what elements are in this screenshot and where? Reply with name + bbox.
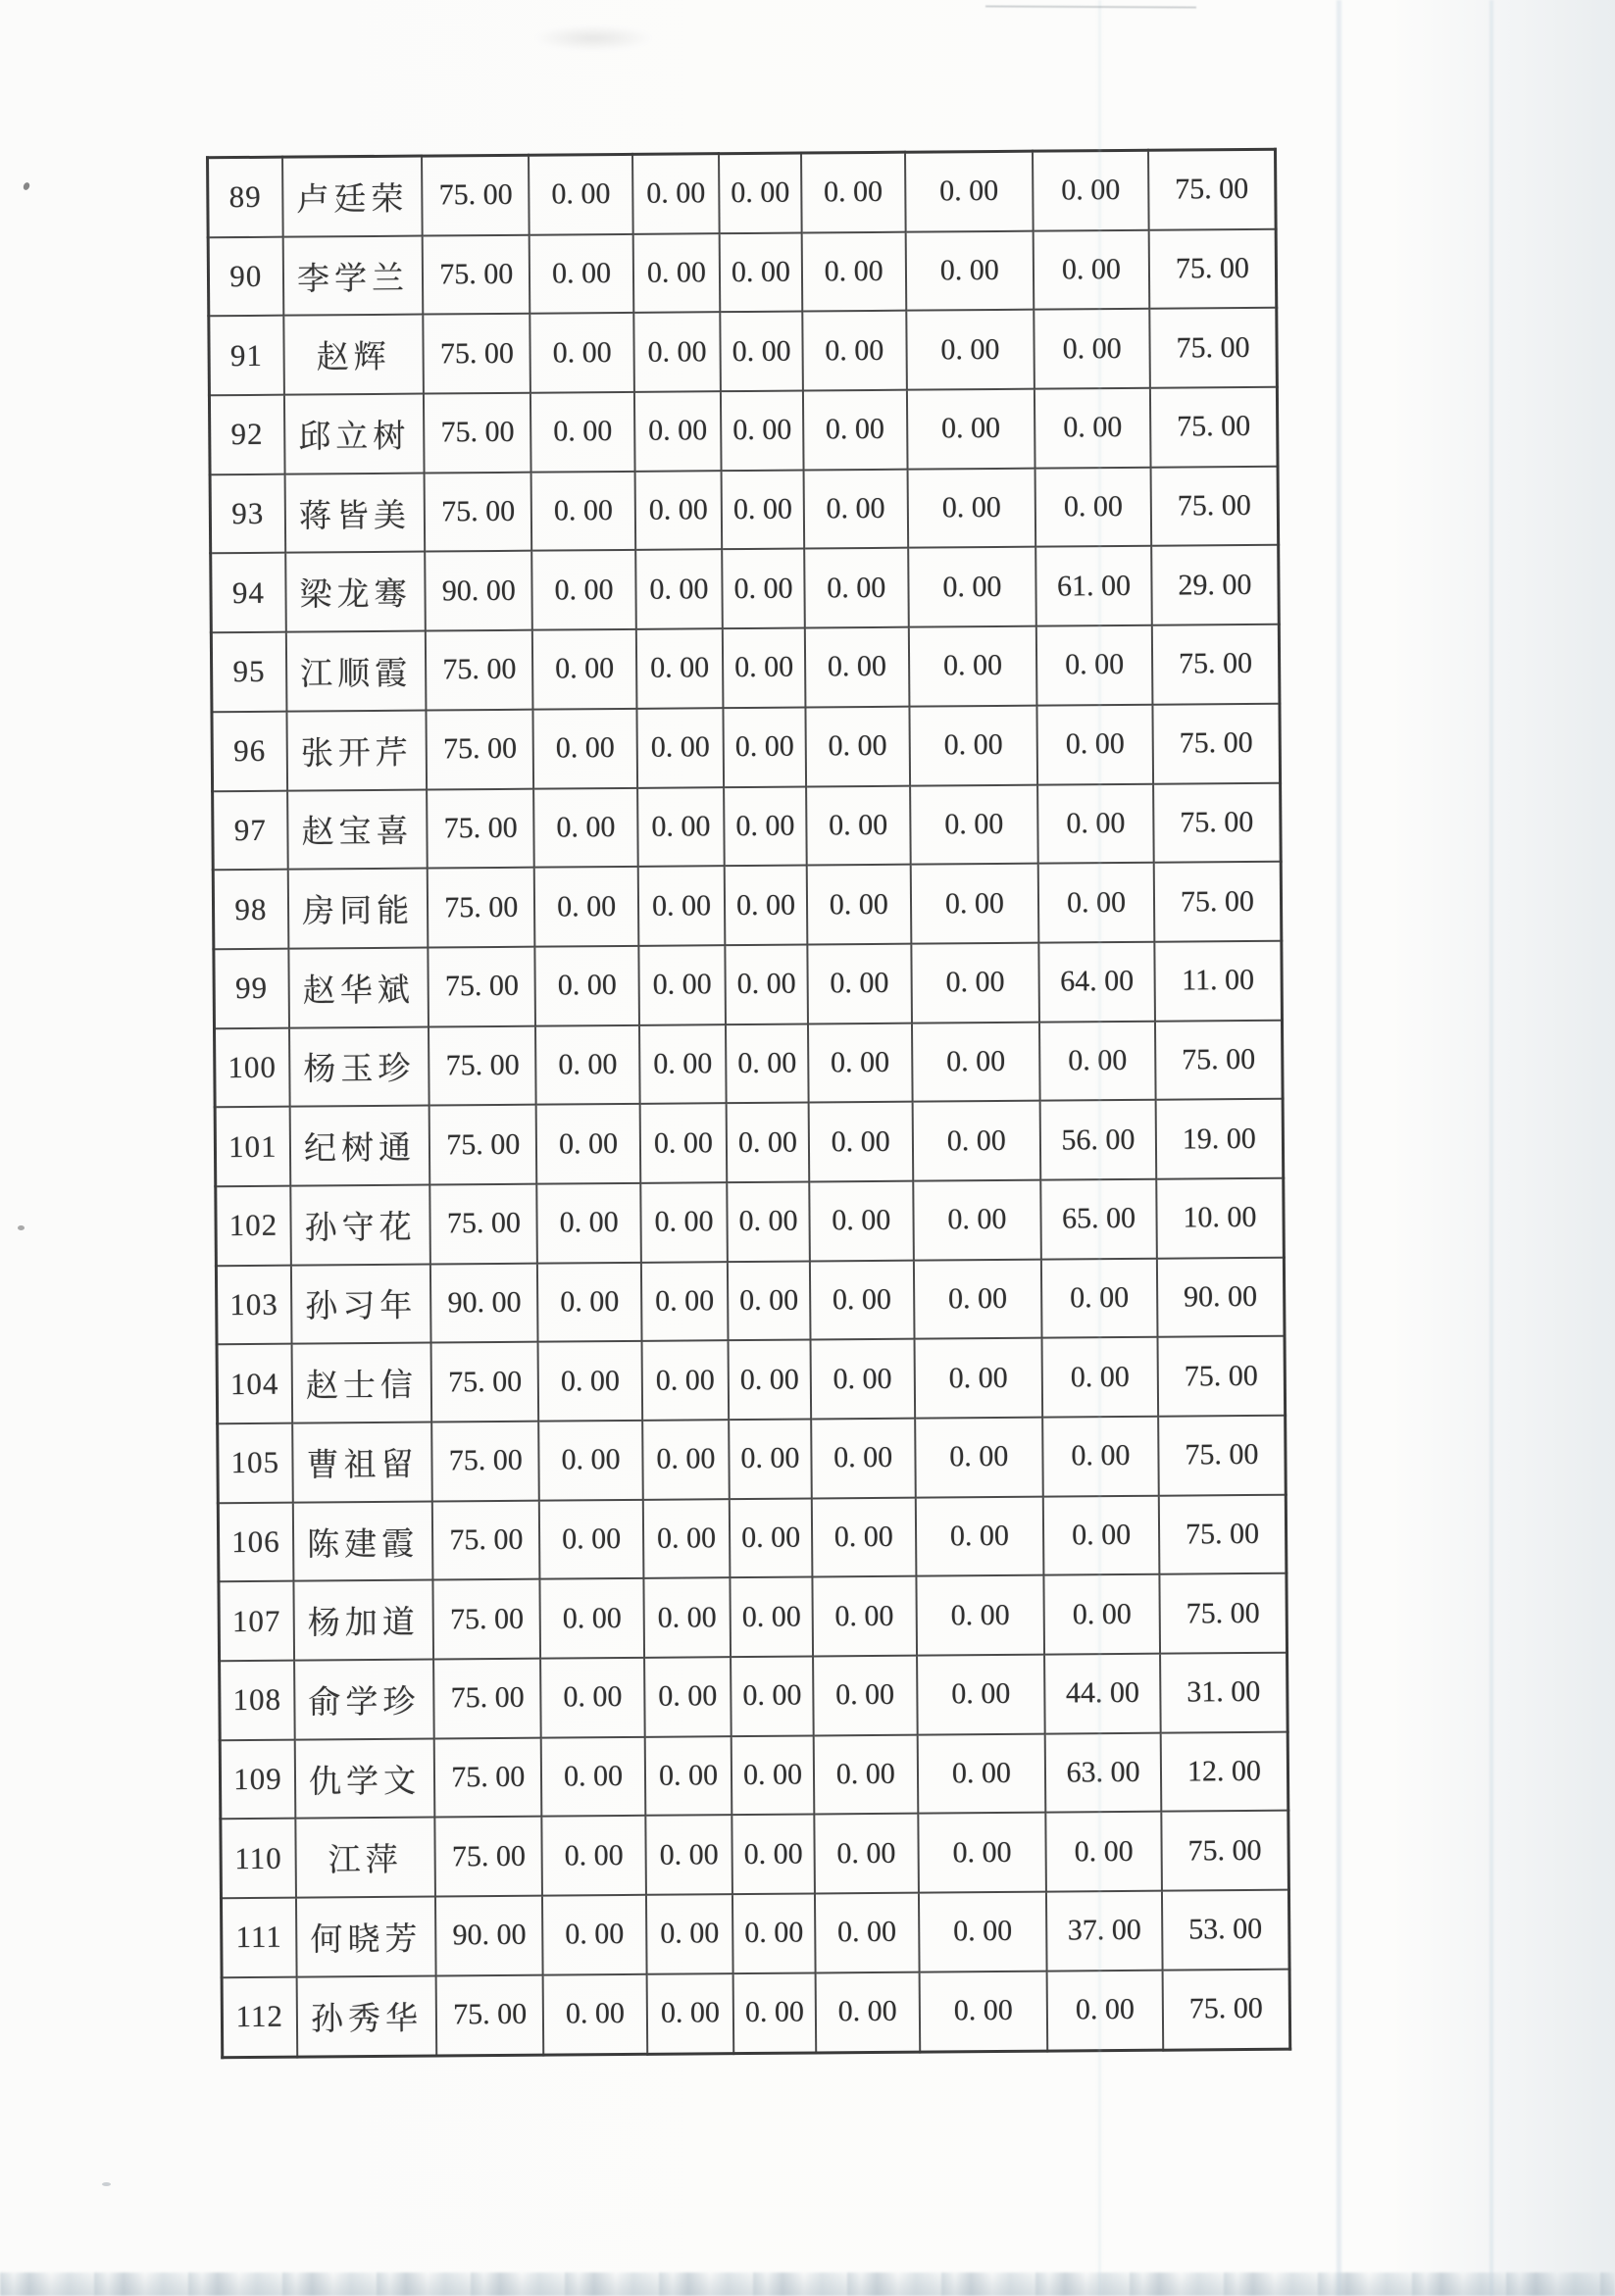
row-number-cell: 104 bbox=[217, 1344, 292, 1423]
amount-cell: 0. 00 bbox=[634, 391, 722, 471]
row-number-cell: 112 bbox=[222, 1976, 297, 2057]
amount-cell: 0. 00 bbox=[907, 468, 1035, 548]
table-row bbox=[208, 228, 1277, 316]
table-row bbox=[222, 1969, 1290, 2057]
amount-cell: 0. 00 bbox=[540, 1658, 644, 1738]
amount-cell: 0. 00 bbox=[805, 627, 909, 708]
table-row bbox=[209, 387, 1278, 474]
amount-cell: 0. 00 bbox=[637, 787, 725, 867]
table-row bbox=[213, 782, 1282, 870]
amount-cell: 56. 00 bbox=[1040, 1100, 1156, 1180]
table-row bbox=[219, 1573, 1287, 1661]
amount-cell: 75. 00 bbox=[1159, 1494, 1287, 1574]
row-number-cell: 90 bbox=[208, 236, 283, 316]
amount-cell: 0. 00 bbox=[533, 787, 637, 868]
person-name-cell: 曹祖留 bbox=[292, 1423, 432, 1503]
amount-cell: 0. 00 bbox=[732, 1735, 814, 1815]
amount-cell: 75. 00 bbox=[426, 630, 533, 711]
amount-cell: 0. 00 bbox=[642, 1420, 730, 1499]
amount-cell: 0. 00 bbox=[1042, 1417, 1158, 1497]
amount-cell: 0. 00 bbox=[813, 1656, 917, 1736]
amount-cell: 0. 00 bbox=[641, 1262, 729, 1341]
person-name-cell: 房同能 bbox=[287, 869, 428, 949]
amount-cell: 0. 00 bbox=[815, 1893, 919, 1973]
amount-cell: 75. 00 bbox=[435, 1817, 543, 1897]
amount-cell: 75. 00 bbox=[1148, 228, 1276, 309]
amount-cell: 0. 00 bbox=[1043, 1495, 1159, 1575]
amount-cell: 0. 00 bbox=[645, 1736, 732, 1816]
person-name-cell: 赵华斌 bbox=[288, 947, 429, 1027]
amount-cell: 75. 00 bbox=[431, 1342, 539, 1423]
amount-cell: 0. 00 bbox=[1034, 229, 1149, 310]
scan-streak-artifact bbox=[1098, 0, 1101, 2296]
table-row bbox=[215, 1020, 1284, 1107]
amount-cell: 0. 00 bbox=[535, 1024, 639, 1105]
person-name-cell: 卢廷荣 bbox=[282, 156, 423, 236]
amount-cell: 0. 00 bbox=[1042, 1337, 1158, 1418]
amount-cell: 0. 00 bbox=[645, 1816, 732, 1895]
amount-cell: 0. 00 bbox=[638, 866, 726, 945]
amount-cell: 0. 00 bbox=[636, 628, 724, 708]
amount-cell: 0. 00 bbox=[919, 1971, 1047, 2051]
person-name-cell: 杨玉珍 bbox=[289, 1026, 429, 1107]
amount-cell: 75. 00 bbox=[424, 393, 531, 474]
amount-cell: 0. 00 bbox=[719, 153, 801, 233]
person-name-cell: 杨加道 bbox=[293, 1580, 433, 1661]
person-name-cell: 赵辉 bbox=[283, 315, 424, 395]
amount-cell: 0. 00 bbox=[532, 629, 636, 710]
amount-cell: 0. 00 bbox=[1039, 1021, 1155, 1101]
amount-cell: 75. 00 bbox=[1161, 1811, 1288, 1891]
person-name-cell: 赵士信 bbox=[291, 1343, 431, 1423]
row-number-cell: 92 bbox=[209, 395, 284, 474]
row-number-cell: 111 bbox=[221, 1898, 296, 1977]
amount-cell: 44. 00 bbox=[1044, 1654, 1160, 1734]
amount-cell: 0. 00 bbox=[809, 1102, 913, 1182]
amount-cell: 75. 00 bbox=[1150, 466, 1278, 546]
table-row bbox=[215, 1099, 1284, 1186]
amount-cell: 75. 00 bbox=[433, 1579, 541, 1660]
amount-cell: 0. 00 bbox=[804, 548, 908, 628]
amount-cell: 0. 00 bbox=[814, 1734, 918, 1815]
row-number-cell: 96 bbox=[212, 711, 287, 790]
amount-cell: 0. 00 bbox=[632, 154, 720, 234]
amount-cell: 0. 00 bbox=[536, 1104, 640, 1184]
amount-cell: 0. 00 bbox=[531, 550, 635, 630]
amount-cell: 0. 00 bbox=[812, 1497, 916, 1577]
person-name-cell: 孙秀华 bbox=[296, 1975, 436, 2056]
person-name-cell: 江顺霞 bbox=[286, 631, 427, 712]
amount-cell: 0. 00 bbox=[1035, 388, 1150, 469]
amount-cell: 65. 00 bbox=[1040, 1179, 1156, 1260]
amount-cell: 0. 00 bbox=[905, 151, 1034, 231]
amount-cell: 0. 00 bbox=[640, 1182, 728, 1262]
amount-cell: 0. 00 bbox=[720, 312, 802, 391]
amount-cell: 0. 00 bbox=[1037, 705, 1153, 785]
amount-cell: 12. 00 bbox=[1161, 1731, 1288, 1812]
amount-cell: 0. 00 bbox=[803, 469, 907, 549]
amount-cell: 10. 00 bbox=[1156, 1178, 1284, 1259]
amount-cell: 0. 00 bbox=[1037, 783, 1153, 864]
amount-cell: 0. 00 bbox=[720, 232, 802, 312]
amount-cell: 0. 00 bbox=[640, 1103, 728, 1182]
table-row bbox=[213, 862, 1282, 949]
amount-cell: 75. 00 bbox=[1152, 704, 1280, 784]
amount-cell: 0. 00 bbox=[722, 549, 804, 628]
amount-cell: 0. 00 bbox=[1038, 863, 1154, 943]
amount-cell: 0. 00 bbox=[541, 1737, 645, 1818]
amount-cell: 0. 00 bbox=[727, 1181, 809, 1261]
table-row bbox=[211, 624, 1280, 712]
table-row bbox=[218, 1494, 1287, 1581]
amount-cell: 0. 00 bbox=[644, 1657, 732, 1736]
amount-cell: 0. 00 bbox=[722, 470, 804, 549]
row-number-cell: 103 bbox=[216, 1265, 291, 1344]
person-name-cell: 张开芹 bbox=[286, 710, 427, 790]
amount-cell: 0. 00 bbox=[915, 1496, 1043, 1576]
amount-cell: 0. 00 bbox=[540, 1578, 644, 1659]
person-name-cell: 邱立树 bbox=[284, 394, 425, 474]
person-name-cell: 俞学珍 bbox=[294, 1660, 434, 1740]
amount-cell: 0. 00 bbox=[805, 706, 909, 786]
row-number-cell: 99 bbox=[214, 949, 289, 1028]
scan-streak-artifact bbox=[1489, 0, 1493, 2296]
amount-cell: 0. 00 bbox=[802, 231, 906, 312]
amount-cell: 63. 00 bbox=[1045, 1732, 1161, 1813]
amount-cell: 75. 00 bbox=[1152, 624, 1280, 705]
amount-cell: 0. 00 bbox=[917, 1733, 1045, 1814]
amount-cell: 75. 00 bbox=[1153, 782, 1281, 863]
amount-cell: 90. 00 bbox=[435, 1896, 543, 1976]
amount-cell: 0. 00 bbox=[729, 1340, 811, 1420]
amount-cell: 0. 00 bbox=[919, 1892, 1047, 1972]
amount-cell: 0. 00 bbox=[910, 784, 1038, 865]
table-row bbox=[214, 941, 1283, 1028]
person-name-cell: 李学兰 bbox=[282, 235, 423, 316]
amount-cell: 0. 00 bbox=[543, 1974, 647, 2055]
table-row bbox=[208, 149, 1277, 237]
amount-cell: 0. 00 bbox=[733, 1972, 816, 2053]
amount-cell: 0. 00 bbox=[811, 1419, 915, 1499]
person-name-cell: 江萍 bbox=[295, 1818, 435, 1898]
row-number-cell: 100 bbox=[215, 1027, 290, 1107]
amount-cell: 0. 00 bbox=[531, 472, 635, 552]
amount-cell: 0. 00 bbox=[1041, 1258, 1157, 1338]
row-number-cell: 101 bbox=[215, 1107, 290, 1186]
row-number-cell: 94 bbox=[211, 553, 286, 632]
amount-cell: 0. 00 bbox=[732, 1894, 815, 1973]
table-row bbox=[211, 545, 1280, 632]
scan-bottom-edge-artifact bbox=[0, 2272, 1615, 2296]
amount-cell: 75. 00 bbox=[422, 155, 530, 235]
amount-cell: 61. 00 bbox=[1035, 546, 1151, 626]
amount-cell: 0. 00 bbox=[643, 1499, 731, 1578]
row-number-cell: 110 bbox=[221, 1819, 296, 1898]
amount-cell: 31. 00 bbox=[1160, 1653, 1287, 1733]
amount-cell: 0. 00 bbox=[725, 866, 807, 945]
row-number-cell: 108 bbox=[220, 1661, 295, 1740]
amount-cell: 0. 00 bbox=[539, 1500, 643, 1580]
amount-cell: 75. 00 bbox=[1155, 1020, 1283, 1100]
amount-cell: 0. 00 bbox=[908, 547, 1036, 627]
amount-cell: 0. 00 bbox=[530, 234, 633, 315]
table-row bbox=[220, 1731, 1288, 1819]
amount-cell: 0. 00 bbox=[1047, 1970, 1163, 2050]
amount-cell: 0. 00 bbox=[633, 313, 721, 392]
amount-cell: 0. 00 bbox=[905, 230, 1034, 311]
amount-cell: 0. 00 bbox=[530, 392, 634, 473]
table-row bbox=[220, 1653, 1288, 1740]
amount-cell: 0. 00 bbox=[1044, 1574, 1160, 1655]
amount-cell: 0. 00 bbox=[908, 626, 1036, 707]
person-name-cell: 纪树通 bbox=[289, 1106, 429, 1186]
amount-cell: 0. 00 bbox=[812, 1576, 916, 1657]
person-name-cell: 孙习年 bbox=[291, 1264, 431, 1344]
amount-cell: 75. 00 bbox=[1154, 862, 1282, 942]
amount-cell: 75. 00 bbox=[1148, 149, 1276, 229]
amount-cell: 0. 00 bbox=[913, 1180, 1041, 1261]
amount-cell: 0. 00 bbox=[731, 1657, 813, 1736]
amount-cell: 0. 00 bbox=[725, 944, 807, 1023]
person-name-cell: 孙守花 bbox=[290, 1184, 430, 1265]
scan-streak-artifact bbox=[1337, 0, 1341, 2296]
amount-cell: 0. 00 bbox=[809, 1181, 913, 1262]
amount-cell: 0. 00 bbox=[533, 709, 637, 789]
amount-cell: 0. 00 bbox=[529, 154, 632, 234]
amount-cell: 0. 00 bbox=[727, 1103, 809, 1182]
amount-cell: 0. 00 bbox=[802, 311, 906, 391]
person-name-cell: 赵宝喜 bbox=[287, 789, 428, 870]
amount-cell: 0. 00 bbox=[914, 1338, 1042, 1419]
amount-cell: 0. 00 bbox=[538, 1421, 642, 1501]
amount-cell: 0. 00 bbox=[638, 945, 726, 1024]
amount-cell: 0. 00 bbox=[646, 1894, 733, 1973]
amount-cell: 0. 00 bbox=[917, 1655, 1045, 1735]
amount-cell: 75. 00 bbox=[1162, 1969, 1289, 2049]
amount-cell: 0. 00 bbox=[814, 1814, 918, 1894]
amount-cell: 0. 00 bbox=[634, 471, 722, 550]
table-row bbox=[221, 1811, 1289, 1898]
payment-ledger-table bbox=[206, 148, 1291, 2059]
table-row bbox=[218, 1416, 1287, 1503]
amount-cell: 75. 00 bbox=[1158, 1416, 1286, 1496]
amount-cell: 0. 00 bbox=[535, 946, 639, 1026]
amount-cell: 75. 00 bbox=[427, 788, 534, 869]
amount-cell: 75. 00 bbox=[432, 1422, 540, 1502]
amount-cell: 53. 00 bbox=[1162, 1890, 1289, 1971]
amount-cell: 0. 00 bbox=[530, 313, 634, 393]
amount-cell: 75. 00 bbox=[433, 1659, 541, 1739]
amount-cell: 0. 00 bbox=[721, 391, 803, 471]
amount-cell: 0. 00 bbox=[915, 1418, 1043, 1498]
amount-cell: 0. 00 bbox=[641, 1340, 729, 1420]
table-row bbox=[209, 308, 1278, 395]
amount-cell: 90. 00 bbox=[1157, 1257, 1285, 1337]
amount-cell: 0. 00 bbox=[918, 1813, 1046, 1893]
amount-cell: 0. 00 bbox=[816, 1972, 920, 2052]
row-number-cell: 105 bbox=[218, 1423, 293, 1503]
amount-cell: 0. 00 bbox=[910, 864, 1038, 944]
amount-cell: 0. 00 bbox=[730, 1498, 812, 1577]
amount-cell: 0. 00 bbox=[729, 1419, 811, 1498]
amount-cell: 0. 00 bbox=[801, 152, 905, 232]
amount-cell: 0. 00 bbox=[728, 1261, 810, 1340]
amount-cell: 0. 00 bbox=[808, 1023, 912, 1103]
scan-smudge-artifact bbox=[534, 25, 652, 51]
amount-cell: 75. 00 bbox=[428, 868, 535, 948]
row-number-cell: 109 bbox=[220, 1739, 295, 1819]
amount-cell: 0. 00 bbox=[731, 1577, 813, 1657]
amount-cell: 75. 00 bbox=[429, 1105, 537, 1185]
amount-cell: 0. 00 bbox=[916, 1575, 1044, 1656]
scan-speck-artifact bbox=[23, 181, 31, 191]
amount-cell: 0. 00 bbox=[1046, 1812, 1162, 1892]
row-number-cell: 89 bbox=[208, 157, 283, 237]
amount-cell: 11. 00 bbox=[1154, 941, 1282, 1022]
table-row bbox=[216, 1257, 1285, 1344]
table-row bbox=[216, 1178, 1285, 1266]
amount-cell: 37. 00 bbox=[1046, 1891, 1162, 1972]
amount-cell: 0. 00 bbox=[1035, 467, 1151, 547]
amount-cell: 75. 00 bbox=[429, 1025, 536, 1106]
table-body bbox=[208, 149, 1290, 2057]
scan-speck-artifact bbox=[102, 2182, 111, 2186]
amount-cell: 90. 00 bbox=[430, 1263, 538, 1343]
amount-cell: 0. 00 bbox=[732, 1815, 814, 1894]
table-row bbox=[217, 1336, 1286, 1423]
amount-cell: 0. 00 bbox=[909, 705, 1037, 785]
amount-cell: 0. 00 bbox=[912, 1022, 1040, 1102]
scan-speck-artifact bbox=[18, 1225, 25, 1230]
amount-cell: 0. 00 bbox=[723, 628, 805, 708]
amount-cell: 0. 00 bbox=[538, 1341, 642, 1422]
amount-cell: 19. 00 bbox=[1155, 1099, 1283, 1179]
amount-cell: 75. 00 bbox=[423, 234, 530, 315]
row-number-cell: 97 bbox=[213, 790, 288, 870]
amount-cell: 0. 00 bbox=[633, 233, 721, 313]
amount-cell: 75. 00 bbox=[1150, 387, 1278, 468]
amount-cell: 0. 00 bbox=[1033, 150, 1148, 230]
amount-cell: 0. 00 bbox=[1035, 309, 1150, 389]
row-number-cell: 95 bbox=[211, 632, 286, 712]
person-name-cell: 陈建霞 bbox=[293, 1501, 433, 1581]
amount-cell: 0. 00 bbox=[635, 550, 723, 629]
amount-cell: 0. 00 bbox=[724, 707, 806, 786]
person-name-cell: 何晓芳 bbox=[296, 1897, 436, 1977]
amount-cell: 0. 00 bbox=[534, 867, 638, 947]
amount-cell: 0. 00 bbox=[807, 944, 911, 1024]
amount-cell: 0. 00 bbox=[806, 785, 910, 866]
table-row bbox=[221, 1890, 1289, 1977]
amount-cell: 75. 00 bbox=[427, 709, 534, 789]
amount-cell: 0. 00 bbox=[810, 1260, 914, 1340]
amount-cell: 0. 00 bbox=[807, 865, 911, 945]
amount-cell: 75. 00 bbox=[1157, 1336, 1285, 1417]
amount-cell: 75. 00 bbox=[425, 472, 532, 552]
amount-cell: 0. 00 bbox=[906, 389, 1035, 470]
amount-cell: 0. 00 bbox=[724, 786, 806, 866]
amount-cell: 0. 00 bbox=[803, 390, 907, 471]
amount-cell: 75. 00 bbox=[436, 1974, 544, 2055]
amount-cell: 75. 00 bbox=[1149, 308, 1277, 388]
amount-cell: 0. 00 bbox=[906, 310, 1035, 390]
amount-cell: 0. 00 bbox=[1036, 625, 1152, 706]
amount-cell: 0. 00 bbox=[913, 1259, 1041, 1339]
amount-cell: 0. 00 bbox=[537, 1183, 641, 1264]
amount-cell: 0. 00 bbox=[726, 1023, 808, 1103]
person-name-cell: 蒋皆美 bbox=[284, 473, 425, 553]
row-number-cell: 91 bbox=[209, 316, 284, 395]
amount-cell: 0. 00 bbox=[911, 943, 1039, 1023]
amount-cell: 29. 00 bbox=[1151, 545, 1279, 625]
person-name-cell: 梁龙骞 bbox=[285, 552, 426, 632]
amount-cell: 0. 00 bbox=[542, 1895, 646, 1975]
row-number-cell: 102 bbox=[216, 1186, 291, 1266]
amount-cell: 75. 00 bbox=[434, 1737, 542, 1818]
amount-cell: 0. 00 bbox=[646, 1973, 733, 2054]
amount-cell: 75. 00 bbox=[424, 314, 531, 394]
amount-cell: 75. 00 bbox=[429, 947, 536, 1027]
row-number-cell: 107 bbox=[219, 1581, 294, 1661]
row-number-cell: 106 bbox=[218, 1502, 293, 1581]
row-number-cell: 98 bbox=[213, 870, 288, 949]
amount-cell: 75. 00 bbox=[1159, 1573, 1287, 1654]
amount-cell: 75. 00 bbox=[432, 1500, 540, 1580]
amount-cell: 64. 00 bbox=[1039, 942, 1155, 1023]
scan-hairline-artifact bbox=[985, 5, 1196, 8]
amount-cell: 0. 00 bbox=[636, 708, 724, 787]
amount-cell: 0. 00 bbox=[639, 1024, 727, 1104]
amount-cell: 0. 00 bbox=[912, 1101, 1040, 1181]
amount-cell: 0. 00 bbox=[810, 1339, 914, 1420]
row-number-cell: 93 bbox=[210, 474, 285, 553]
amount-cell: 90. 00 bbox=[426, 551, 533, 631]
amount-cell: 0. 00 bbox=[542, 1816, 646, 1896]
amount-cell: 0. 00 bbox=[643, 1578, 731, 1658]
table-row bbox=[212, 704, 1281, 791]
table-row bbox=[210, 466, 1279, 553]
amount-cell: 0. 00 bbox=[537, 1262, 641, 1342]
amount-cell: 75. 00 bbox=[430, 1184, 538, 1265]
person-name-cell: 仇学文 bbox=[294, 1738, 434, 1819]
